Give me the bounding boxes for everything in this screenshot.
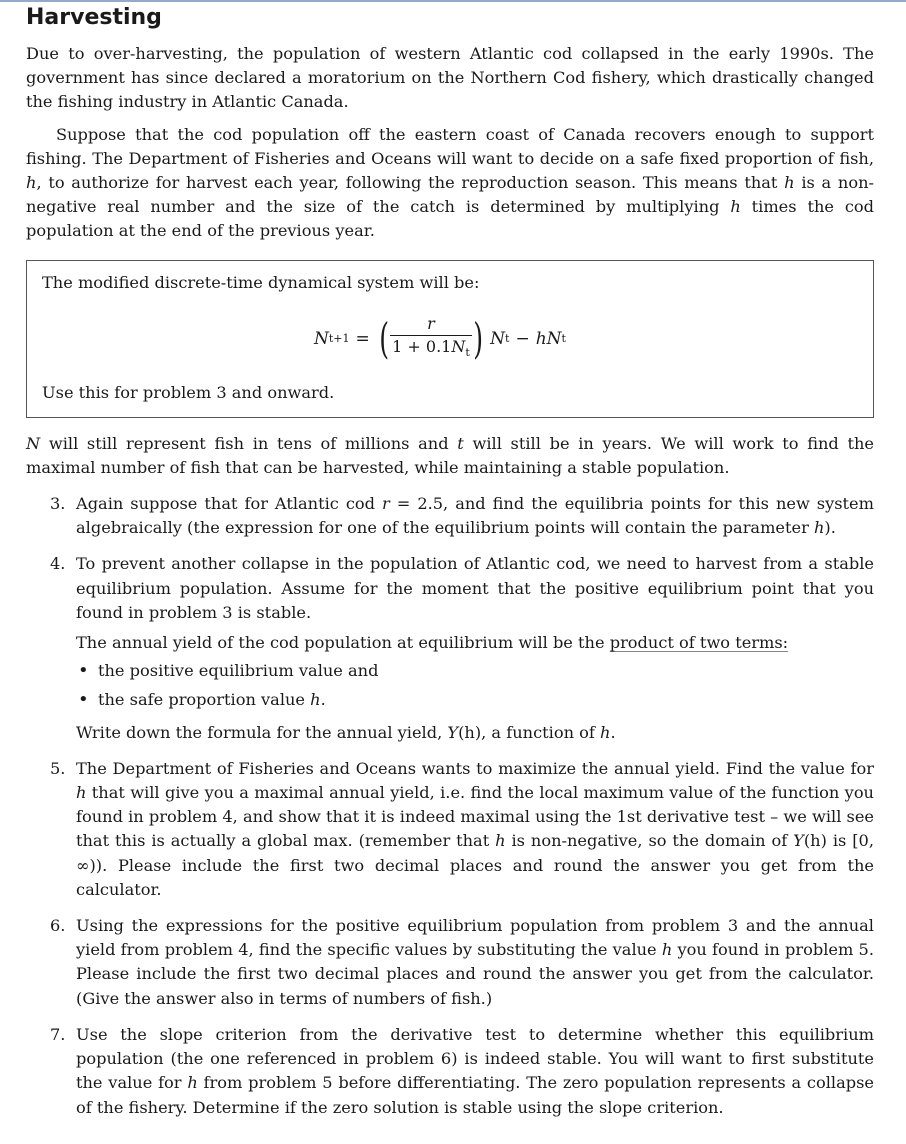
problem-text: To prevent another collapse in the population of Atlantic cod, we need to harvest from a stable equilibrium population. Assume for the moment that the positive equilibrium point that you found in problem 3 is stable. (76, 554, 874, 622)
math-var: Y (447, 722, 459, 742)
right-paren: ) (473, 313, 483, 363)
eq-fraction (390, 315, 472, 362)
text-span: will still be in years. We will work to find the maximal number of fish that can be harvested, while maintaining a stable population. (26, 433, 874, 477)
math-var: h (784, 173, 795, 193)
eq-denominator (390, 335, 472, 362)
document-page (26, 4, 874, 1120)
problem-4 (26, 552, 874, 744)
problem-3 (26, 492, 874, 540)
den-sub: t (465, 346, 470, 360)
math-var: Y (793, 831, 804, 851)
underlined-text: product of two terms: (609, 633, 789, 653)
text-span: = 2.5, and find the equilibria points for this new system algebraically (the expression for one of the equilibrium points will contain the parameter (76, 494, 874, 538)
text-span: Use the slope criterion from the derivative test to determine whether this equilibrium population (the one referenced in problem 6) is indeed stable. You will want to first substitute the value for (76, 1024, 874, 1093)
list-item: • the positive equilibrium value and (98, 659, 874, 683)
equation-box (26, 260, 874, 418)
text-span: , a function of (481, 722, 601, 742)
units-paragraph (26, 432, 874, 480)
problem-7 (26, 1023, 874, 1120)
eq-lhs: N (314, 328, 329, 349)
problem-5 (26, 757, 874, 902)
problem-number: 7. (50, 1024, 66, 1044)
den-text: 1 + 0.1 (392, 337, 452, 357)
math-var: t (457, 433, 464, 453)
text-span: is [0, ∞)). Please include the first two decimal places and round the answer you get from the calculator. (76, 831, 874, 899)
eq-rhs1: N (490, 328, 506, 349)
left-paren: ( (379, 313, 389, 363)
box-outro-text: Use this for problem 3 and onward. (42, 382, 335, 402)
problem-6 (26, 914, 874, 1011)
text-span: Using the expressions for the positive equilibrium population from problem 3 and the annual yield from problem 4, find the specific values by substituting the value (76, 916, 874, 960)
math-var: h (730, 197, 741, 217)
text-span: is a non-negative real number and the size of the catch is determined by multiplying (26, 173, 875, 217)
list-item (98, 688, 874, 712)
problem-number: 4. (50, 554, 66, 574)
intro-paragraph: Due to over-harvesting, the population of western Atlantic cod collapsed in the early 1990s. The government has since declared a moratorium on the Northern Cod fishery, which drastically changed the fishing industry in Atlantic Canada. (26, 44, 874, 112)
page-title: Harvesting (26, 5, 162, 30)
math-var: N (26, 433, 41, 453)
math-var: h (661, 940, 673, 960)
text-span: Again suppose that for Atlantic cod (76, 494, 383, 514)
eq-rhs1-sub: t (505, 332, 510, 346)
text-span: is non-negative, so the domain of (505, 831, 794, 851)
text-span: ). (824, 518, 836, 538)
text-span: from problem 5 before differentiating. The zero population represents a collapse of the fishery. Determine if the zero solution is stable using the slope criterion. (76, 1073, 874, 1117)
text-span: , to authorize for harvest each year, following the reproduction season. This means that (36, 173, 785, 193)
eq-equals: = (355, 328, 370, 349)
eq-lhs-sub: t+1 (328, 332, 350, 346)
text-span: The Department of Fisheries and Oceans wants to maximize the annual yield. Find the value for (76, 758, 874, 778)
eq-numerator: r (427, 314, 435, 334)
text-span: will still represent fish in tens of millions and (40, 433, 458, 453)
math-var: r (382, 494, 390, 514)
text-span: times the cod population at the end of the previous year. (26, 197, 875, 241)
math-var: h (76, 783, 87, 803)
text-span: the safe proportion value (98, 690, 311, 710)
text-span: (h) (803, 831, 827, 851)
eq-rhs2-sub: t (561, 332, 566, 346)
problem-number: 3. (50, 494, 66, 514)
math-var: h (187, 1073, 198, 1093)
text-span: you found in problem 5. Please include the first two decimal places and round the answer you get from the calculator. (Give the answer also in terms of numbers of fish.) (76, 940, 874, 1008)
den-var: N (451, 337, 466, 357)
text-span: (h) (458, 722, 482, 742)
text-span: . (610, 722, 616, 742)
math-var: h (26, 173, 37, 193)
box-intro-text: The modified discrete-time dynamical system will be: (42, 272, 480, 292)
yield-terms-list (76, 659, 874, 712)
eq-rhs2: hN (535, 328, 562, 349)
text-span: The annual yield of the cod population at equilibrium will be the (76, 633, 610, 653)
problem-number: 6. (50, 916, 66, 936)
text-span: that will give you a maximal annual yield, i.e. find the local maximum value of the function you found in problem 4, and show that it is indeed maximal using the 1st derivative test – we will see that this is actually a global max. (remember that (76, 783, 874, 851)
dynamical-system-equation (314, 313, 566, 365)
setup-paragraph (26, 123, 874, 244)
math-var: h (813, 518, 825, 538)
text-span: Suppose that the cod population off the eastern coast of Canada recovers enough to support fishing. The Department of Fisheries and Oceans will want to decide on a safe fixed proportion of fish, (26, 124, 874, 168)
math-var: h (600, 722, 611, 742)
problem-number: 5. (50, 758, 66, 778)
eq-minus: − (515, 328, 530, 349)
yield-formula-instruction (76, 721, 874, 745)
text-span: . (320, 690, 326, 710)
top-border (0, 0, 906, 2)
yield-intro (76, 631, 874, 655)
text-span: Write down the formula for the annual yield, (76, 722, 448, 742)
math-var: h (495, 831, 506, 851)
math-var: h (310, 690, 321, 710)
